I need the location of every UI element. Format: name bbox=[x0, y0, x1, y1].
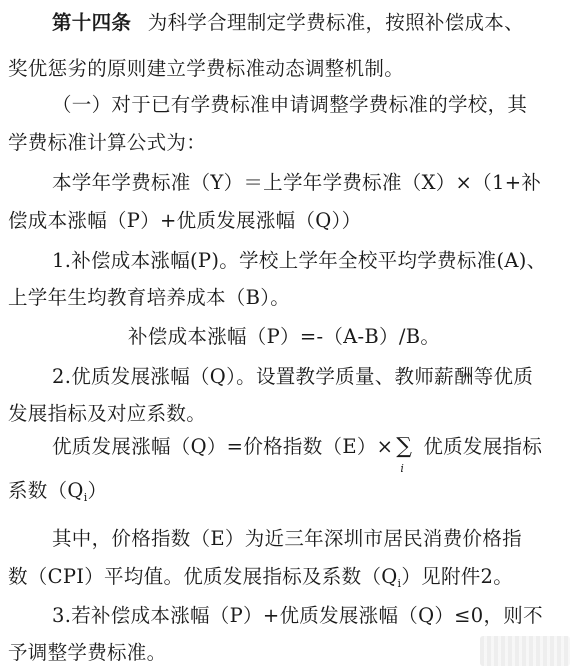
explanation-cont-b: ）见附件2。 bbox=[401, 565, 514, 588]
watermark bbox=[480, 636, 570, 666]
formula-p: 补偿成本涨幅（P）=-（A-B）/B。 bbox=[128, 325, 441, 348]
item-1-cont: 上学年生均教育培养成本（B）。 bbox=[8, 286, 291, 309]
subscript-i-2: i bbox=[397, 577, 402, 590]
item-2: 2.优质发展涨幅（Q）。设置教学质量、教师薪酬等优质 bbox=[52, 365, 534, 388]
formula-main: 本学年学费标准（Y）＝上学年学费标准（X）×（1+补 bbox=[52, 171, 542, 194]
item-3-cont: 予调整学费标准。 bbox=[8, 641, 167, 664]
formula-q-right: 优质发展指标 bbox=[423, 435, 543, 458]
explanation-cont bbox=[8, 564, 513, 597]
formula-main-cont: 偿成本涨幅（P）+优质发展涨幅（Q）） bbox=[8, 209, 362, 232]
summation-index: i bbox=[400, 462, 405, 475]
article-text: 为科学合理制定学费标准，按照补偿成本、 bbox=[147, 11, 524, 34]
formula-q-close: ） bbox=[87, 479, 108, 502]
summation-symbol: ∑ i bbox=[393, 434, 415, 460]
formula-q-coef: 系数（Q bbox=[8, 479, 84, 502]
item-3: 3.若补偿成本涨幅（P）+优质发展涨幅（Q）≤0，则不 bbox=[52, 604, 543, 627]
formula-q bbox=[52, 434, 543, 475]
article-line-1 bbox=[52, 10, 524, 36]
item-2-cont: 发展指标及对应系数。 bbox=[8, 402, 207, 425]
explanation: 其中，价格指数（E）为近三年深圳市居民消费价格指 bbox=[52, 527, 522, 550]
item-1: 1.补偿成本涨幅(P)。学校上学年全校平均学费标准(A)、 bbox=[52, 249, 547, 272]
subscript-i: i bbox=[83, 491, 88, 504]
clause-1-intro-cont: 学费标准计算公式为： bbox=[8, 131, 207, 154]
article-heading: 第十四条 bbox=[52, 11, 132, 34]
article-line-2: 奖优惩劣的原则建立学费标准动态调整机制。 bbox=[8, 57, 405, 80]
formula-q-cont bbox=[8, 478, 107, 511]
explanation-cont-a: 数（CPI）平均值。优质发展指标及系数（Q bbox=[8, 565, 398, 588]
clause-1-intro: （一）对于已有学费标准申请调整学费标准的学校，其 bbox=[52, 93, 528, 116]
formula-q-left: 优质发展涨幅（Q）=价格指数（E）× bbox=[52, 435, 394, 458]
